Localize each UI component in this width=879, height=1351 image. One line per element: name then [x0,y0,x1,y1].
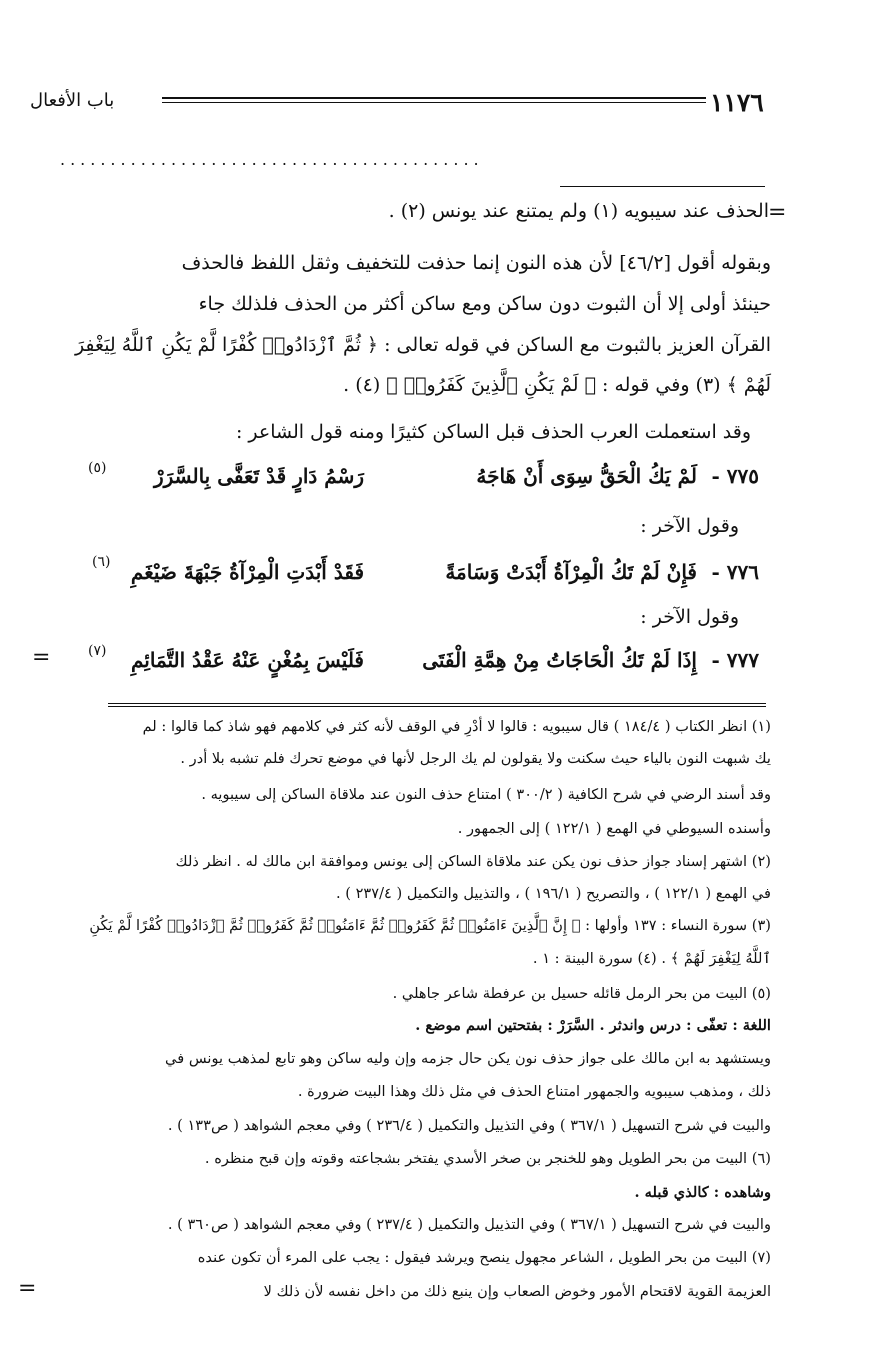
footnote-separator-thin [108,706,766,707]
other-saying: وقول الآخر : [640,515,739,537]
chapter-title: باب الأفعال [30,90,115,111]
footnote-line: وأسنده السيوطي في الهمع ( ١٢٢/١ ) إلى الجمهور . [457,820,771,837]
header-rule-thin [162,102,706,103]
footnote-line: (٢) اشتهر إسناد جواز حذف نون يكن عند ملاقاة الساكن إلى يونس وموافقة ابن مالك له . انظر ذلك [175,853,771,870]
footnote-separator [108,703,766,704]
verse-number: ٧٧٧ - [711,648,759,672]
verse-footnote-ref: (٧) [88,643,107,659]
header-rule [162,97,706,99]
footnote-line: ويستشهد به ابن مالك على جواز حذف نون يكن حال جزمه وإن وليه ساكن وهو تابع لمذهب يونس في [165,1050,771,1067]
verse-second-hemistich: فَلَيْسَ بِمُغْنٍ عَنْهُ عَقْدُ التَّمَائِمِ [130,648,364,672]
body-line: الحذف عند سيبويه (١) ولم يمتنع عند يونس (٢) . [388,200,769,222]
footnote-line: في الهمع ( ١٢٢/١ ) ، والتصريح ( ١٩٦/١ ) ، والتذييل والتكميل ( ٢٣٧/٤ ) . [335,885,771,902]
continuation-mark-footnotes: = [18,1276,37,1301]
continuation-mark-verses: = [32,645,51,670]
footnote-line: والبيت في شرح التسهيل ( ٣٦٧/١ ) وفي التذييل والتكميل ( ٢٣٦/٤ ) وفي معجم الشواهد ( ص١٣٣ ) . [167,1117,771,1134]
page-number: ١١٧٦ [710,88,764,117]
footnote-line: ذلك ، ومذهب سيبويه والجمهور امتناع الحذف في مثل ذلك وهذا البيت ضرورة . [297,1083,771,1100]
verse-number: ٧٧٥ - [711,464,759,488]
footnote-line: (١) انظر الكتاب ( ١٨٤/٤ ) قال سيبويه : قالوا لا أدْرِ في الوقف لأنه كثر في كلامهم فهو شاذ كما قالوا : لم [142,718,771,735]
verse-second-hemistich: رَسْمُ دَارٍ قَدْ تَعَفَّى بِالسَّرَرْ [153,464,364,488]
verse-number: ٧٧٦ - [711,560,759,584]
verse-first-hemistich: فَإِنْ لَمْ تَكُ الْمِرْآةُ أَبْدَتْ وَسَامَةً [445,560,697,584]
body-line: وبقوله أقول [٤٦/٢] لأن هذه النون إنما حذفت للتخفيف وثقل اللفظ فالحذف [181,252,771,274]
body-line: حينئذ أولى إلا أن الثبوت دون ساكن ومع ساكن أكثر من الحذف فلذلك جاء [198,293,771,315]
footnote-line: والبيت في شرح التسهيل ( ٣٦٧/١ ) وفي التذييل والتكميل ( ٢٣٧/٤ ) وفي معجم الشواهد ( ص٣٦٠ ) . [167,1216,771,1233]
body-line: القرآن العزيز بالثبوت مع الساكن في قوله تعالى : ﴿ ثُمَّ ٱزْدَادُوا۟ كُفْرًا لَّمْ يَكُنِ ٱللَّهُ لِيَغْفِرَ [74,334,771,356]
footnote-line: العزيمة القوية لاقتحام الأمور وخوض الصعاب وإن ينبع ذلك من داخل نفسه لأن ذلك لا [263,1283,771,1300]
footnote-line: وقد أسند الرضي في شرح الكافية ( ٣٠٠/٢ ) امتناع حذف النون عند ملاقاة الساكن إلى سيبويه . [201,786,771,803]
footnote-line: (٥) البيت من بحر الرمل قائله حسيل بن عرفطة شاعر جاهلي . [392,985,771,1002]
verse-footnote-ref: (٥) [88,460,107,476]
footnote-line: (٦) البيت من بحر الطويل وهو للخنجر بن صخر الأسدي يفتخر بشجاعته وقوته وإن قبح منظره . [204,1150,771,1167]
footnote-line: (٧) البيت من بحر الطويل ، الشاعر مجهول ينصح ويرشد فيقول : يجب على المرء أن تكون عنده [197,1249,771,1266]
body-line: لَهُمْ ﴾ (٣) وفي قوله : ﴿ لَمْ يَكُنِ ٱلَّذِينَ كَفَرُوا۟ ﴾ (٤) . [343,374,771,396]
verse-footnote-ref: (٦) [92,554,111,570]
footnote-line: اللغة : تعفّى : درس واندثر . السَّرَرْ : بفتحتين اسم موضع . [415,1017,771,1034]
continuation-mark-top: = [768,200,787,225]
verse-first-hemistich: إِذَا لَمْ تَكُ الْحَاجَاتُ مِنْ هِمَّةِ الْفَتَى [422,648,697,672]
footnote-line: يك شبهت النون بالياء حيث سكنت ولا يقولون لم يك الرجل لأنها في موضع تحرك فلم تشبه بلا أدر . [180,750,771,767]
footnote-line: وشاهده : كالذي قبله . [634,1184,771,1201]
body-line: وقد استعملت العرب الحذف قبل الساكن كثيرًا ومنه قول الشاعر : [235,421,751,443]
continuation-rule [560,186,765,187]
verse-second-hemistich: فَقَدْ أَبْدَتِ الْمِرْآةُ جَبْهَةَ ضَيْغَمِ [130,560,364,584]
other-saying: وقول الآخر : [640,606,739,628]
dotted-line: .......................................... [60,150,484,169]
verse-first-hemistich: لَمْ يَكُ الْحَقُّ سِوَى أَنْ هَاجَهُ [476,464,697,488]
footnote-line: (٣) سورة النساء : ١٣٧ وأولها : ﴿ إِنَّ ٱلَّذِينَ ءَامَنُوا۟ ثُمَّ كَفَرُوا۟ ثُمَّ ءَامَنُوا۟ ثُمَّ كَفَرُوا۟ ثُمَّ ٱزْدَادُوا۟ كُفْرًا لَّمْ يَكُنِ [89,917,771,934]
footnote-line: ٱللَّهُ لِيَغْفِرَ لَهُمْ ﴾ . (٤) سورة البينة : ١ . [532,950,771,967]
